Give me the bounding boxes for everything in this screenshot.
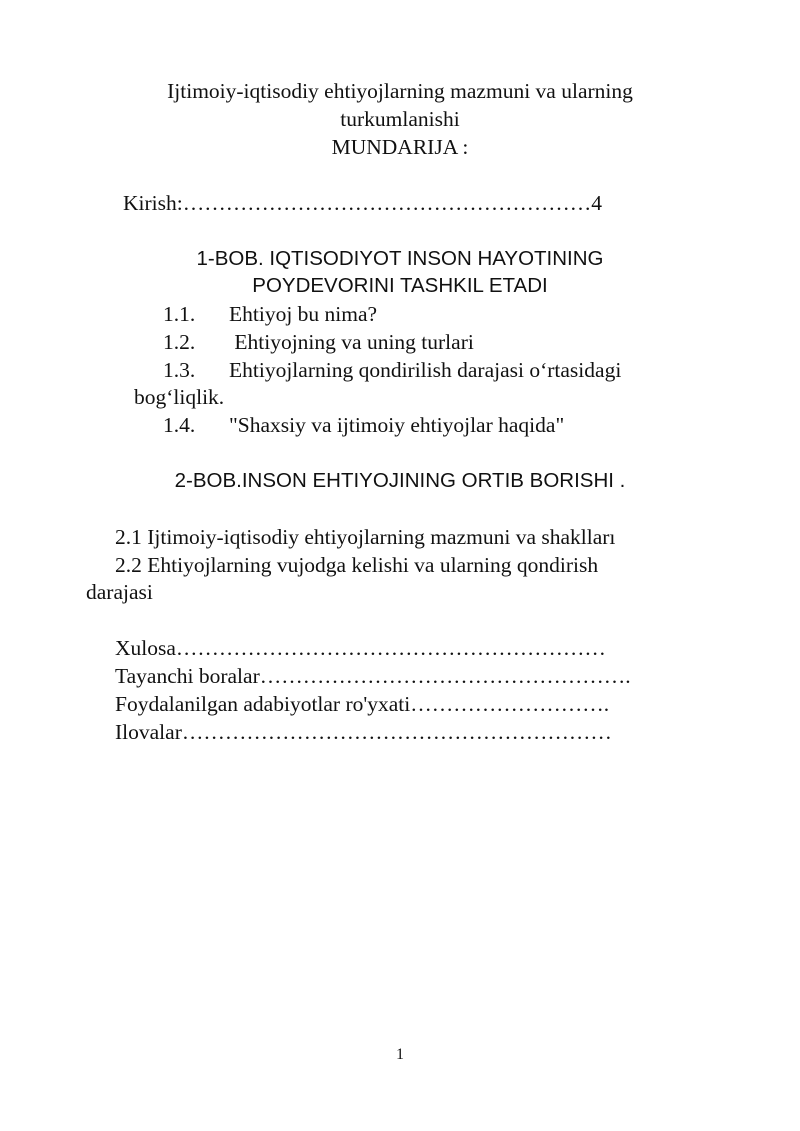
toc-item-text: Ehtiyoj bu nima?	[229, 302, 378, 326]
toc-item-2-1: 2.1 Ijtimoiy-iqtisodiy ehtiyojlarning mazmuni va shaklları	[115, 525, 616, 549]
title-line-2: turkumlanishi	[340, 107, 460, 131]
toc-conclusion: Xulosa……………………………………………………	[115, 636, 606, 660]
toc-item-text: "Shaxsiy va ijtimoiy ehtiyojlar haqida"	[229, 413, 565, 437]
toc-references: Foydalanilgan adabiyotlar ro'yxati……………………….	[115, 692, 610, 716]
title-line-1: Ijtimoiy-iqtisodiy ehtiyojlarning mazmuni va ularning	[167, 79, 633, 103]
page-number: 1	[396, 1046, 404, 1063]
toc-item-number: 1.3.	[163, 358, 196, 382]
toc-item-1-2	[163, 328, 474, 356]
toc-item-number: 1.4.	[163, 413, 196, 437]
toc-item-2-2-continued: darajasi	[86, 580, 153, 604]
toc-item-1-1	[163, 300, 377, 328]
toc-item-1-3	[163, 356, 621, 384]
chapter-1-heading-line-1: 1-BOB. IQTISODIYOT INSON HAYOTINING	[196, 247, 604, 270]
toc-item-number: 1.1.	[163, 302, 196, 326]
toc-appendices: Ilovalar……………………………………………………	[115, 720, 612, 744]
toc-intro: Kirish:…………………………………………………4	[123, 191, 602, 215]
contents-heading: MUNDARIJA :	[331, 135, 469, 159]
toc-item-1-3-continued: bogʻliqlik.	[134, 385, 225, 409]
toc-key-terms: Tayanchi boralar…………………………………………….	[115, 664, 631, 688]
toc-item-1-4	[163, 411, 564, 439]
chapter-2-heading: 2-BOB.INSON EHTIYOJINING ORTIB BORISHI .	[174, 469, 626, 492]
chapter-1-heading-line-2: POYDEVORINI TASHKIL ETADI	[252, 274, 548, 297]
toc-item-number: 1.2.	[163, 330, 196, 354]
toc-item-2-2: 2.2 Ehtiyojlarning vujodga kelishi va ularning qondirish	[115, 553, 599, 577]
toc-item-text: Ehtiyojlarning qondirilish darajasi oʻrtasidagi	[229, 358, 622, 382]
toc-item-text: Ehtiyojning va uning turlari	[229, 330, 474, 354]
